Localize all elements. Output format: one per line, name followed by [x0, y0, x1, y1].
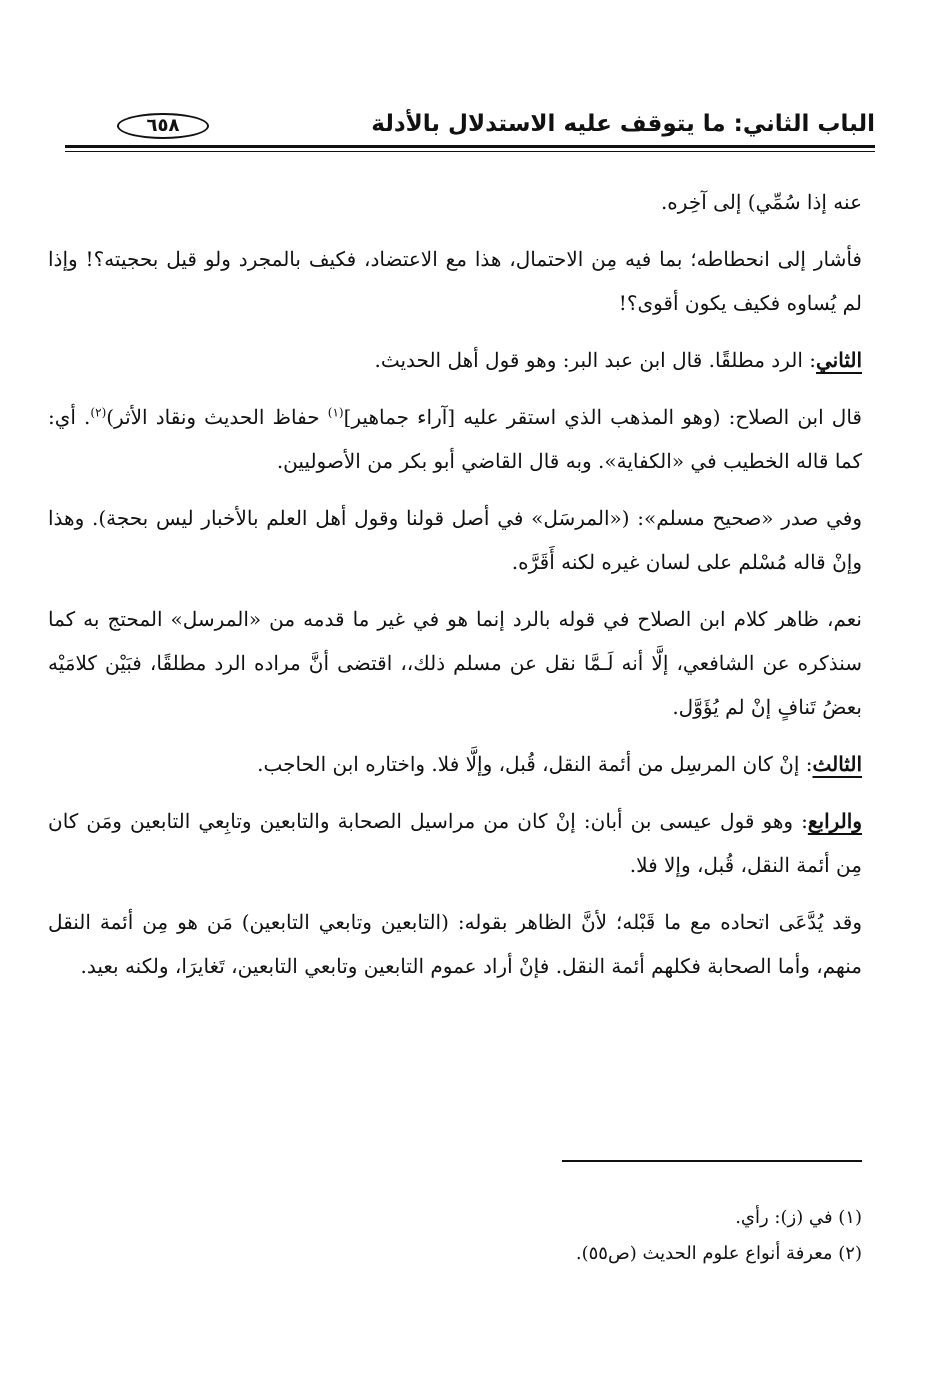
paragraph-5: وفي صدر «صحيح مسلم»: («المرسَل» في أصل قولنا وقول أهل العلم بالأخبار ليس بحجة). وهذا وإنْ قاله مُسْلم على لسان غيره لكنه أَقَرَّه. — [48, 506, 862, 574]
paragraph-3-text: : الرد مطلقًا. قال ابن عبد البر: وهو قول أهل الحديث. — [374, 348, 816, 372]
running-title: الباب الثاني: ما يتوقف عليه الاستدلال بالأدلة — [371, 111, 875, 137]
paragraph-6: نعم، ظاهر كلام ابن الصلاح في قوله بالرد إنما هو في غير ما قدمه من «المرسل» المحتج به كما سنذكره عن الشافعي، إلَّا أنه لَـمَّا نقل عن مسلم ذلك،، اقتضى أنَّ مراده الرد مطلقًا، فبَيْن كلامَيْه بعضُ تَنافٍ إنْ لم يُؤَوَّل. — [48, 607, 862, 719]
paragraph-2: فأشار إلى انحطاطه؛ بما فيه مِن الاحتمال، هذا مع الاعتضاد، فكيف بالمجرد ولو قيل بحجيته؟! وإذا لم يُساوه فكيف يكون أقوى؟! — [48, 247, 862, 315]
paragraph-9: وقد يُدَّعَى اتحاده مع ما قَبْله؛ لأنَّ الظاهر بقوله: (التابعين وتابعي التابعين) مَن هو مِن أئمة النقل منهم، وأما الصحابة فكلهم أئمة النقل. فإنْ أراد عموم التابعين وتابعي التابعين، تَغايرَا، ولكنه بعيد. — [48, 910, 862, 978]
footnote-1: (١) في (ز): رأي. — [735, 1207, 862, 1228]
term-fourth: والرابع — [807, 809, 862, 833]
header-rule-thin — [65, 151, 875, 152]
page-header — [65, 95, 875, 150]
footnote-ref-1: (١) — [327, 405, 344, 420]
paragraph-3 — [48, 338, 862, 382]
paragraph-1: عنه إذا سُمِّي) إلى آخِره. — [660, 190, 862, 214]
paragraph-4-text-c: . أي: كما قاله الخطيب في «الكفاية». وبه قال القاضي أبو بكر من الأصوليين. — [48, 405, 862, 473]
paragraph-8-text: : وهو قول عيسى بن أبان: إنْ كان من مراسيل الصحابة والتابعين وتابِعي التابعين ومَن كان مِن أئمة النقل، قُبل، وإلا فلا. — [48, 809, 862, 877]
paragraph-8 — [48, 799, 862, 887]
footnote-separator — [562, 1160, 862, 1162]
page-number: ٦٥٨ — [117, 113, 209, 139]
paragraph-4-text-a: قال ابن الصلاح: (وهو المذهب الذي استقر عليه [آراء جماهير] — [343, 405, 862, 429]
footnote-ref-2: (٢) — [90, 405, 107, 420]
paragraph-7 — [48, 742, 862, 786]
footnote-2: (٢) معرفة أنواع علوم الحديث (ص٥٥). — [575, 1243, 862, 1264]
footnotes — [48, 1200, 862, 1272]
body-text — [48, 180, 862, 1001]
paragraph-4 — [48, 395, 862, 483]
paragraph-4-text-b: حفاظ الحديث ونقاد الأثر) — [106, 405, 328, 429]
term-third: الثالث — [812, 752, 862, 776]
term-second: الثاني — [815, 348, 862, 372]
header-rule-thick — [65, 145, 875, 148]
paragraph-7-text: : إنْ كان المرسِل من أئمة النقل، قُبل، وإلَّا فلا. واختاره ابن الحاجب. — [257, 752, 813, 776]
